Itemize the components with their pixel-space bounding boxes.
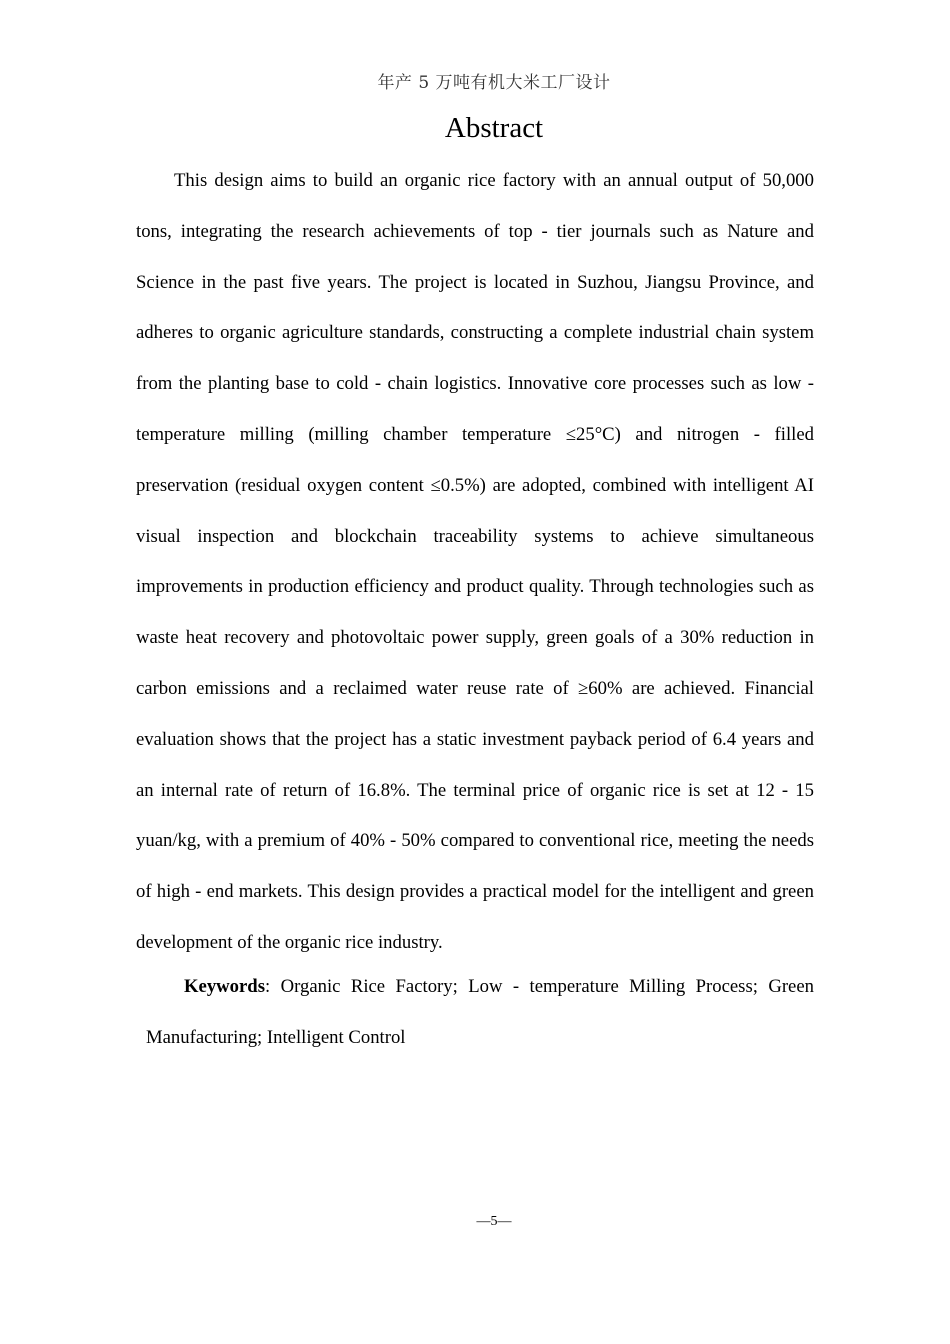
keywords-paragraph bbox=[146, 962, 814, 1064]
abstract-body: This design aims to build an organic rice factory with an annual output of 50,000 tons, integrating the research achievements of top - tier journals such as Nature and Science in the past five years. The project is located in Suzhou, Jiangsu Province, and adheres to organic agriculture standards, constructing a complete industrial chain system from the planting base to cold - chain logistics. Innovative core processes such as low - temperature milling (milling chamber temperature ≤25°C) and nitrogen - filled preservation (residual oxygen content ≤0.5%) are adopted, combined with intelligent AI visual inspection and blockchain traceability systems to achieve simultaneous improvements in production efficiency and product quality. Through technologies such as waste heat recovery and photovoltaic power supply, green goals of a 30% reduction in carbon emissions and a reclaimed water reuse rate of ≥60% are achieved. Financial evaluation shows that the project has a static investment payback period of 6.4 years and an internal rate of return of 16.8%. The terminal price of organic rice is set at 12 - 15 yuan/kg, with a premium of 40% - 50% compared to conventional rice, meeting the needs of high - end markets. This design provides a practical model for the intelligent and green development of the organic rice industry. bbox=[136, 170, 814, 953]
abstract-title: Abstract bbox=[444, 112, 544, 144]
running-header: 年产 5 万吨有机大米工厂设计 bbox=[377, 73, 611, 93]
keywords-separator: : bbox=[264, 976, 281, 997]
page-number: —5— bbox=[476, 1214, 512, 1229]
keywords-label: Keywords bbox=[184, 976, 265, 997]
keywords-text: Organic Rice Factory; Low - temperature Milling Process; Green Manufacturing; Intelligent Control bbox=[146, 976, 814, 1048]
